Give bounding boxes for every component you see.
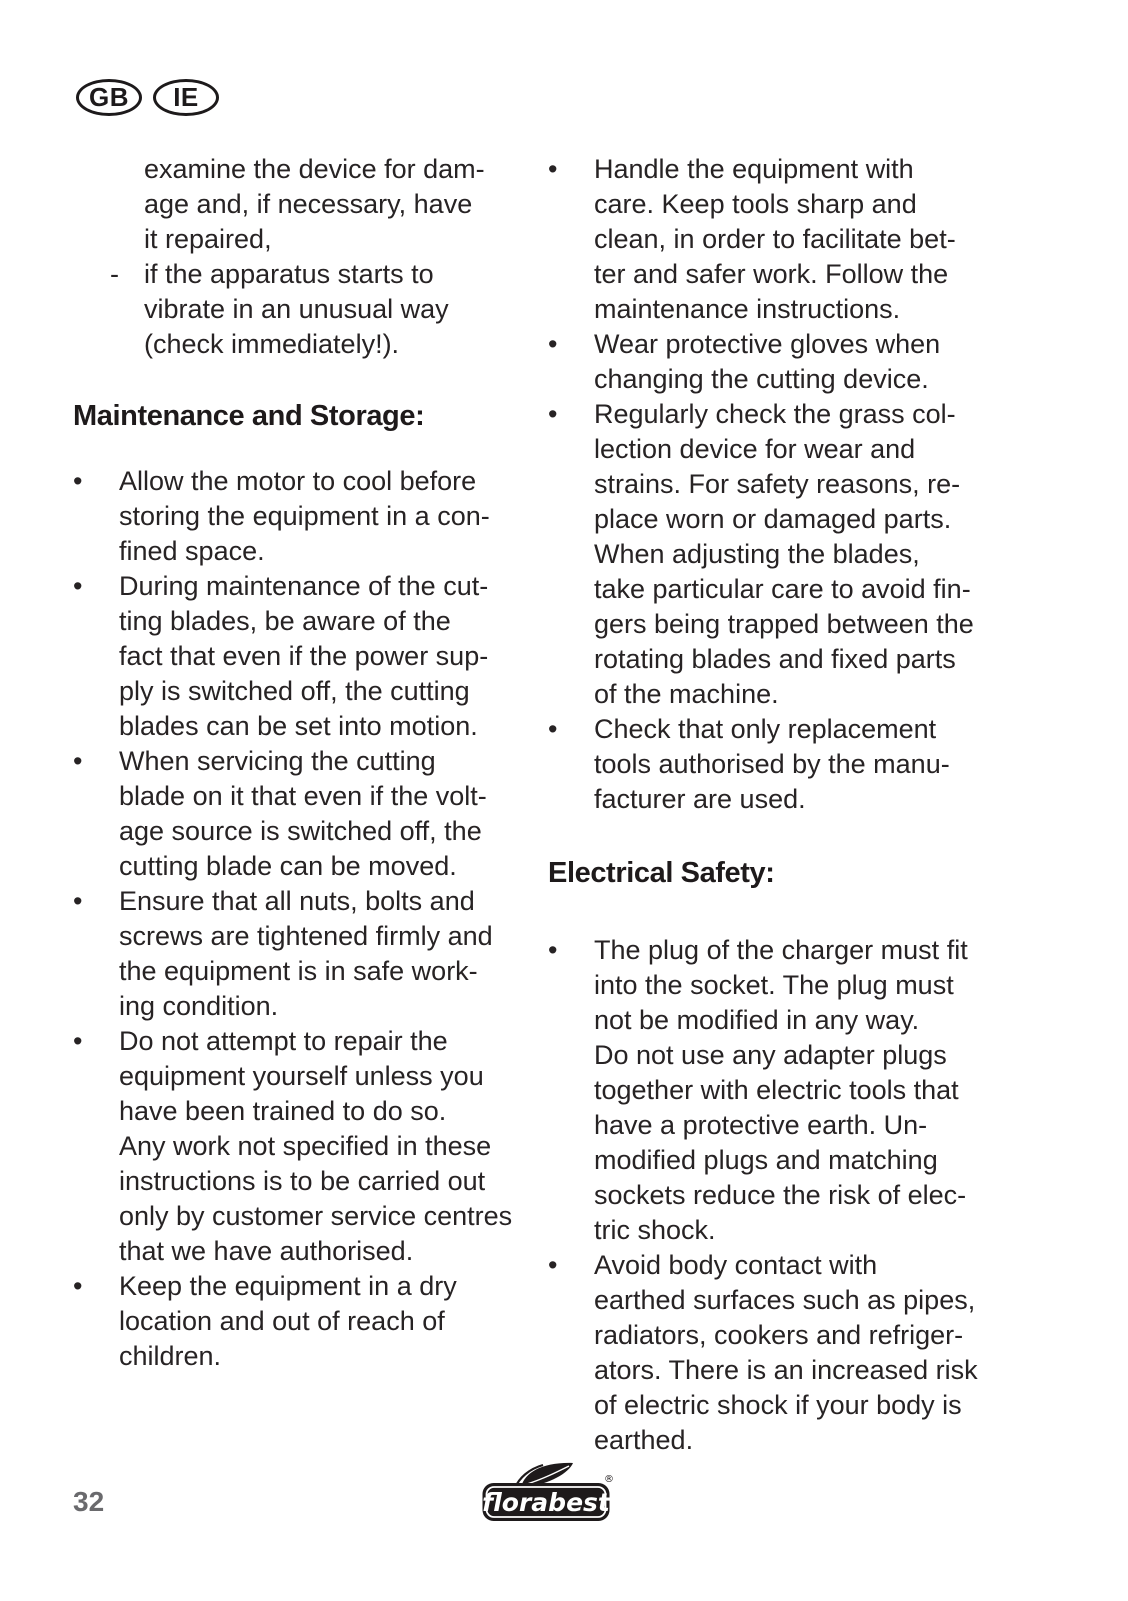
bullet-marker: • — [73, 1271, 83, 1301]
bullet-marker: • — [73, 1026, 83, 1056]
list-item — [73, 464, 535, 569]
badge-gb: GB — [76, 79, 142, 116]
continued-dash-list — [73, 152, 535, 362]
dash-marker: - — [110, 259, 119, 289]
bullet-marker: • — [73, 466, 83, 496]
list-item — [73, 152, 535, 257]
list-item — [73, 1024, 535, 1269]
left-column — [73, 152, 535, 1374]
list-item-text: Handle the equipment with care. Keep tools sharp and clean, in order to facilitate bet- ter and safer work. Follow the maintenance instructions. — [594, 154, 956, 324]
florabest-logo-graphic — [481, 1460, 613, 1524]
list-item-text: Avoid body contact with earthed surfaces such as pipes, radiators, cookers and refriger- ators. There is an increased risk of electric shock if your body is earthed. — [594, 1250, 978, 1455]
list-item — [73, 257, 535, 362]
list-item-text: When servicing the cutting blade on it that even if the volt- age source is switched off, the cutting blade can be moved. — [119, 746, 487, 881]
country-badges — [76, 79, 219, 116]
section-heading-maintenance: Maintenance and Storage: — [73, 400, 425, 432]
logo-brand-text: florabest — [482, 1488, 610, 1517]
bullet-marker: • — [73, 886, 83, 916]
list-item — [548, 327, 1020, 397]
list-item — [548, 152, 1020, 327]
list-item-text: Allow the motor to cool before storing the equipment in a con- fined space. — [119, 466, 490, 566]
right-column — [548, 152, 1020, 1458]
list-item-text: if the apparatus starts to vibrate in an unusual way (check immediately!). — [144, 259, 449, 359]
list-item-text: Ensure that all nuts, bolts and screws are tightened firmly and the equipment is in safe work- ing condition. — [119, 886, 493, 1021]
bullet-marker: • — [548, 329, 558, 359]
bullet-marker: • — [73, 746, 83, 776]
list-item-text: Check that only replacement tools authorised by the manu- facturer are used. — [594, 714, 950, 814]
badge-ie: IE — [153, 79, 219, 116]
registered-mark: ® — [604, 1474, 613, 1485]
section-heading-electrical: Electrical Safety: — [548, 857, 775, 889]
list-item — [73, 1269, 535, 1374]
bullet-marker: • — [548, 399, 558, 429]
list-item — [548, 712, 1020, 817]
list-item-text: The plug of the charger must fit into the socket. The plug must not be modified in any way. Do not use any adapter plugs together with electric tools that have a protective earth. Un- modified plugs and matching sockets reduce the risk of elec- tric shock. — [594, 935, 968, 1245]
list-item-text: Do not attempt to repair the equipment yourself unless you have been trained to do so. Any work not specified in these instructions is to be carried out only by customer service centres that we have authorised. — [119, 1026, 513, 1266]
safety-bullet-list — [548, 152, 1020, 817]
list-item-text: During maintenance of the cut- ting blades, be aware of the fact that even if the power sup- ply is switched off, the cutting blades can be set into motion. — [119, 571, 489, 741]
bullet-marker: • — [548, 154, 558, 184]
list-item — [73, 884, 535, 1024]
page-number: 32 — [73, 1486, 105, 1517]
list-item-text: Wear protective gloves when changing the cutting device. — [594, 329, 941, 394]
list-item-text: Regularly check the grass col- lection device for wear and strains. For safety reasons, re- place worn or damaged parts. When adjusting the blades, take particular care to avoid fin- gers being trapped between the rotating blades and fixed parts of the machine. — [594, 399, 974, 709]
list-item — [73, 569, 535, 744]
list-item — [73, 744, 535, 884]
bullet-marker: • — [548, 714, 558, 744]
florabest-logo — [481, 1460, 613, 1524]
list-item — [548, 933, 1020, 1248]
list-item-text: examine the device for dam- age and, if necessary, have it repaired, — [144, 154, 485, 254]
bullet-marker: • — [548, 1250, 558, 1280]
maintenance-bullet-list — [73, 464, 535, 1374]
bullet-marker: • — [548, 935, 558, 965]
list-item — [548, 1248, 1020, 1458]
bullet-marker: • — [73, 571, 83, 601]
list-item — [548, 397, 1020, 712]
list-item-text: Keep the equipment in a dry location and out of reach of children. — [119, 1271, 457, 1371]
electrical-bullet-list — [548, 933, 1020, 1458]
